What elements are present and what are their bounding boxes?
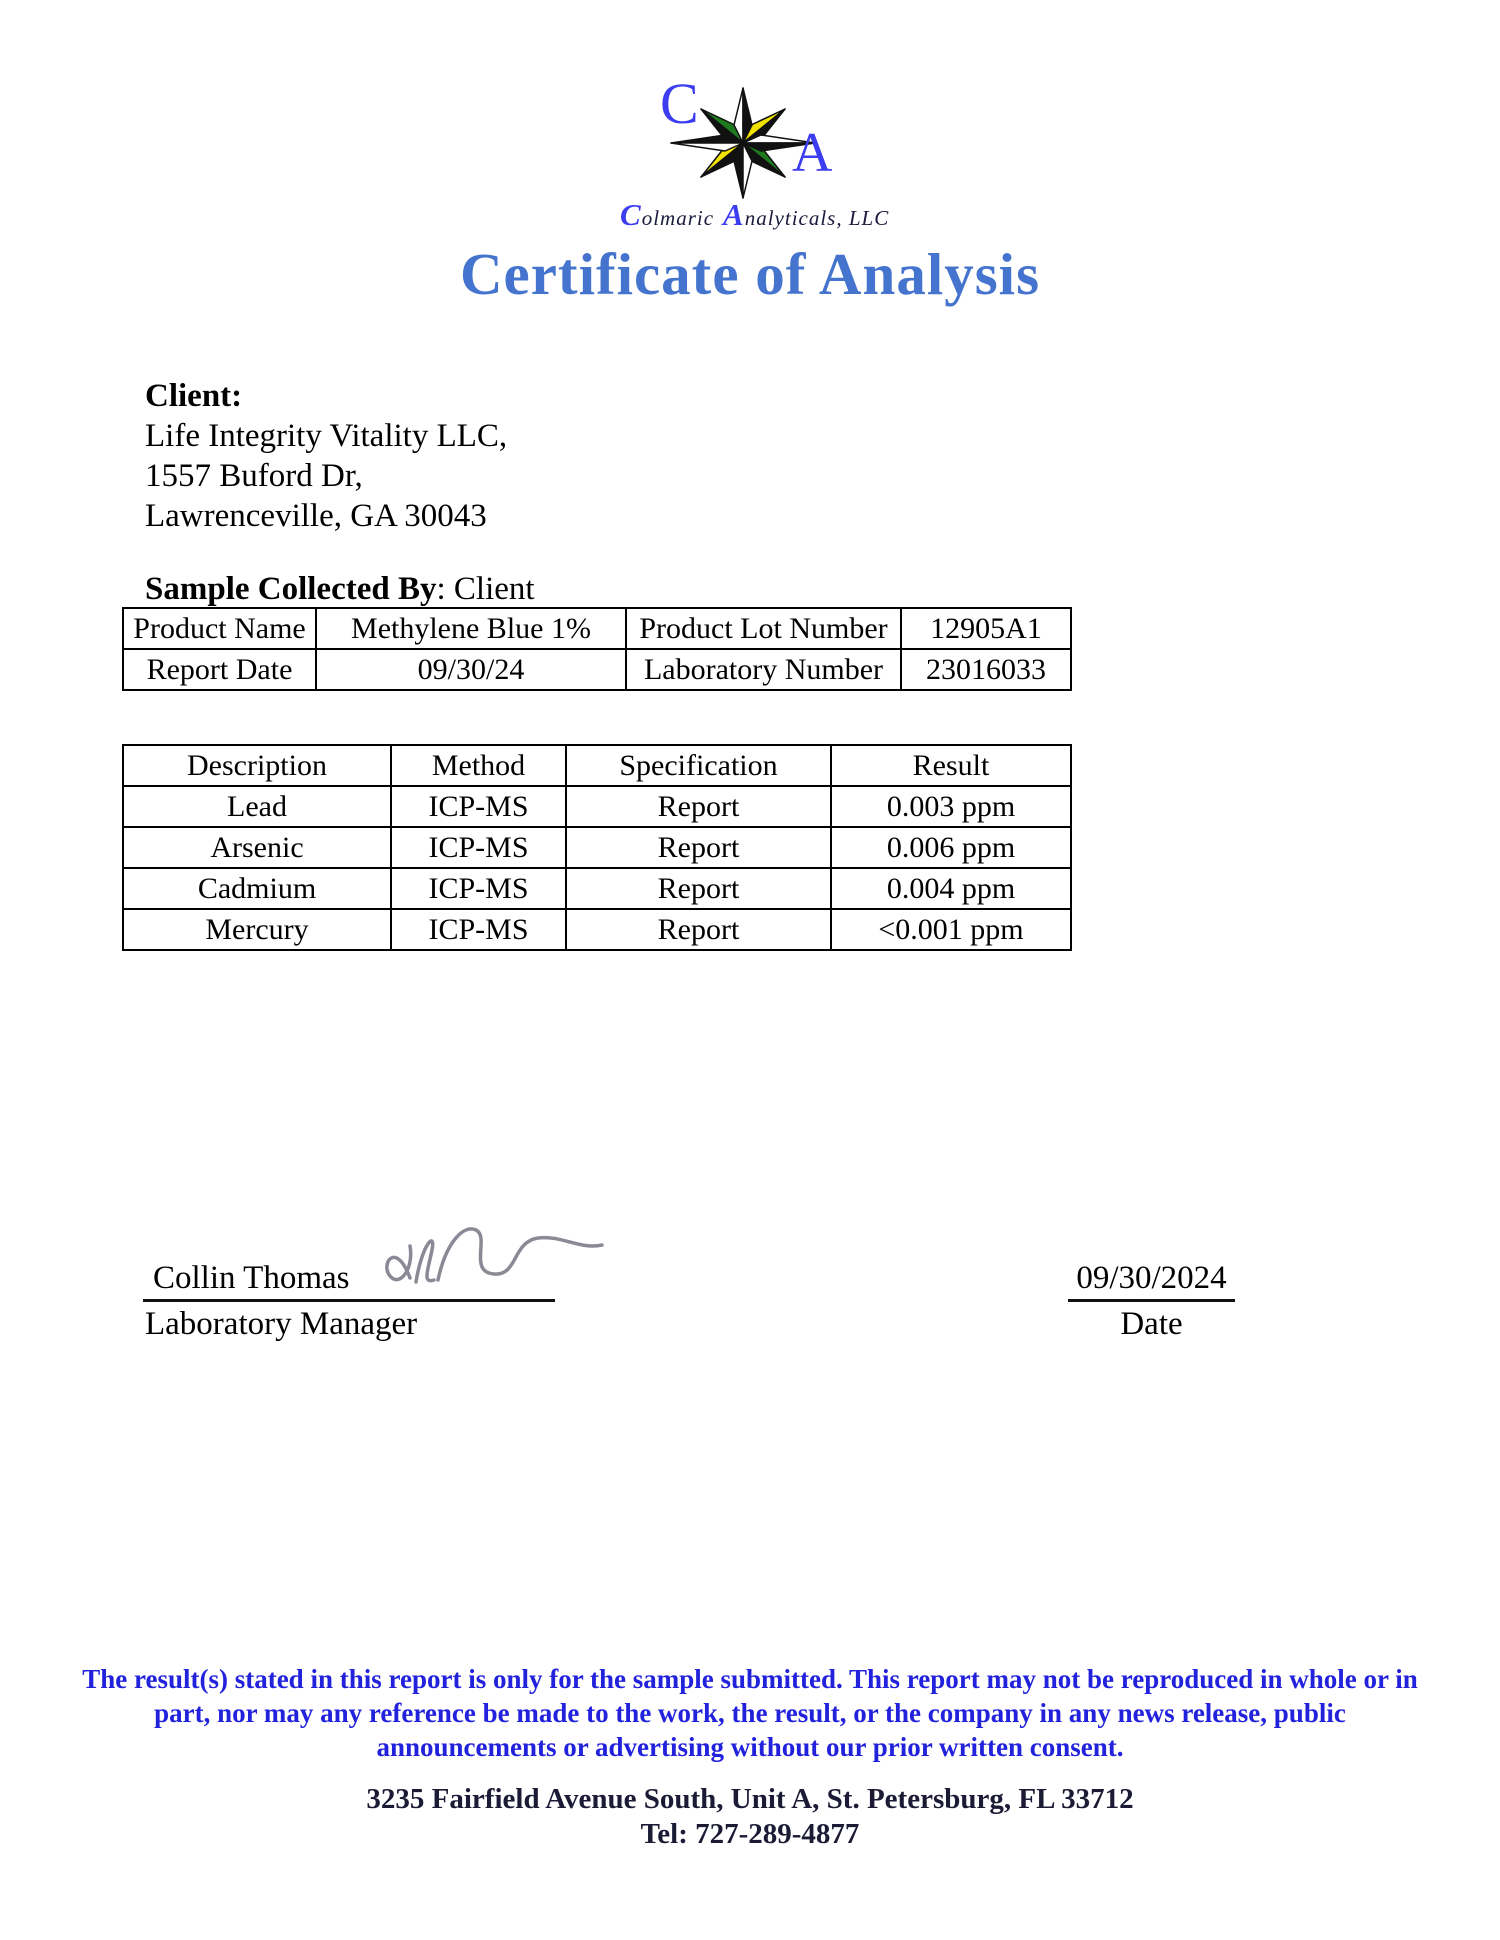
results-row-lead: [123, 786, 1071, 827]
analyte-name: Arsenic: [123, 827, 391, 868]
wordmark-text: nalyticals, LLC: [744, 206, 890, 230]
wordmark-text: olmaric: [641, 206, 715, 230]
footer-address: 3235 Fairfield Avenue South, Unit A, St. Petersburg, FL 33712: [366, 1783, 1134, 1815]
product-info-row: [123, 608, 1071, 649]
client-block: [145, 376, 507, 536]
analyte-name: Mercury: [123, 909, 391, 950]
analyte-specification: Report: [566, 827, 831, 868]
logo-letter-c: C: [660, 71, 699, 136]
disclaimer-line: The result(s) stated in this report is only for the sample submitted. This report may not be reproduced in whole or in: [82, 1664, 1418, 1694]
column-header-description: Description: [123, 745, 391, 786]
company-wordmark: [620, 197, 890, 233]
signature-date: 09/30/2024: [1076, 1260, 1227, 1296]
column-header-method: Method: [391, 745, 566, 786]
analyte-specification: Report: [566, 909, 831, 950]
wordmark-initial-a: A: [723, 197, 745, 232]
lab-number-label: Laboratory Number: [626, 649, 901, 690]
company-logo: [620, 55, 890, 235]
sample-collected-value: : Client: [436, 571, 535, 607]
client-name: Life Integrity Vitality LLC,: [145, 418, 508, 454]
results-table: [122, 744, 1072, 951]
page-title: Certificate of Analysis: [459, 241, 1041, 307]
sample-collected-line: [145, 571, 535, 608]
lot-number-label: Product Lot Number: [626, 608, 901, 649]
analyte-result: <0.001 ppm: [831, 909, 1071, 950]
column-header-result: Result: [831, 745, 1071, 786]
client-street: 1557 Buford Dr,: [145, 458, 363, 494]
results-row-mercury: [123, 909, 1071, 950]
wordmark-initial-c: C: [620, 197, 642, 232]
disclaimer-text: [0, 1662, 1500, 1764]
analyte-result: 0.004 ppm: [831, 868, 1071, 909]
product-name-value: Methylene Blue 1%: [316, 608, 626, 649]
footer-contact: [0, 1782, 1500, 1852]
product-name-label: Product Name: [123, 608, 316, 649]
analyte-specification: Report: [566, 868, 831, 909]
results-header-row: [123, 745, 1071, 786]
lab-number-value: 23016033: [901, 649, 1071, 690]
analyte-method: ICP-MS: [391, 786, 566, 827]
column-header-specification: Specification: [566, 745, 831, 786]
analyte-result: 0.003 ppm: [831, 786, 1071, 827]
disclaimer-line: part, nor may any reference be made to the work, the result, or the company in any news release, public: [154, 1698, 1346, 1728]
lot-number-value: 12905A1: [901, 608, 1071, 649]
signatory-name: Collin Thomas: [153, 1260, 350, 1296]
analyte-specification: Report: [566, 786, 831, 827]
signature-underline: [143, 1248, 555, 1302]
report-date-label: Report Date: [123, 649, 316, 690]
disclaimer-line: announcements or advertising without our prior written consent.: [376, 1732, 1124, 1762]
analyte-method: ICP-MS: [391, 827, 566, 868]
sample-collected-label: Sample Collected By: [145, 571, 437, 607]
analyte-method: ICP-MS: [391, 909, 566, 950]
client-city: Lawrenceville, GA 30043: [145, 498, 487, 534]
client-label: Client:: [145, 378, 243, 414]
logo-letter-a: A: [792, 122, 833, 184]
product-info-row: [123, 649, 1071, 690]
analyte-result: 0.006 ppm: [831, 827, 1071, 868]
signature-scribble-icon: [375, 1220, 607, 1305]
results-row-arsenic: [123, 827, 1071, 868]
date-underline: [1068, 1248, 1235, 1302]
analyte-name: Cadmium: [123, 868, 391, 909]
product-info-table: [122, 607, 1072, 691]
footer-phone: Tel: 727-289-4877: [640, 1818, 860, 1850]
signatory-role: Laboratory Manager: [145, 1306, 418, 1342]
date-label: Date: [1120, 1306, 1183, 1342]
report-date-value: 09/30/24: [316, 649, 626, 690]
results-row-cadmium: [123, 868, 1071, 909]
analyte-name: Lead: [123, 786, 391, 827]
analyte-method: ICP-MS: [391, 868, 566, 909]
